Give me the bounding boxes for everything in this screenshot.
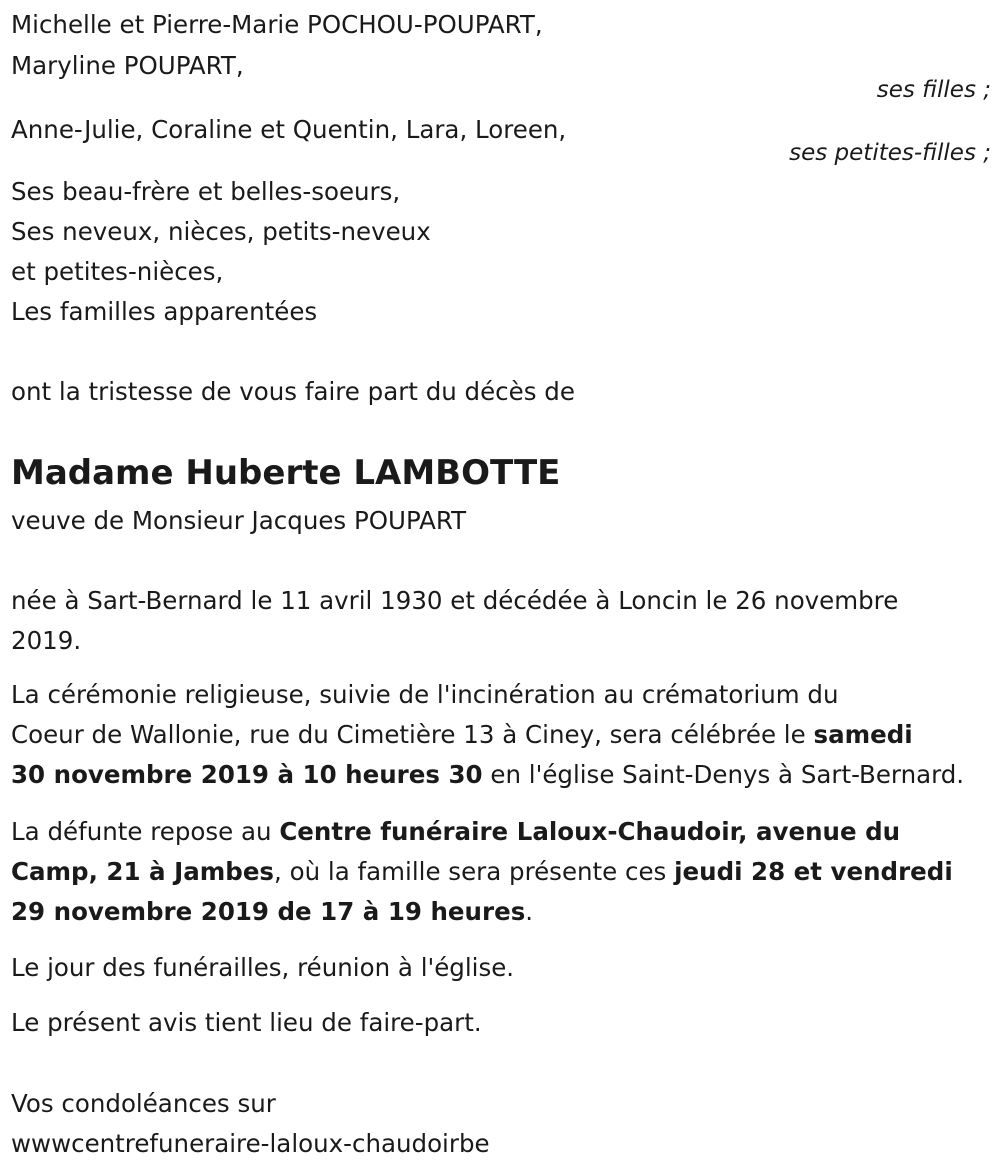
ceremony-date-time: 30 novembre 2019 à 10 heures 30 xyxy=(11,760,483,789)
daughters-role: ses filles ; xyxy=(876,77,991,103)
ceremony-location: en l'église Saint-Denys à Sart-Bernard. xyxy=(482,760,965,789)
daughters-line-2: Maryline POUPART, xyxy=(11,51,244,80)
ceremony-line-1: La cérémonie religieuse, suivie de l'incinération au crématorium du xyxy=(11,680,839,709)
condolences-text: Vos condoléances sur xyxy=(11,1089,276,1118)
ceremony-text: Coeur de Wallonie, rue du Cimetière 13 à Ciney, sera célébrée le xyxy=(11,720,814,749)
viewing-line-2 xyxy=(11,852,953,892)
daughters-line-1: Michelle et Pierre-Marie POCHOU-POUPART, xyxy=(11,10,543,39)
other-family-line: Les familles apparentées xyxy=(11,297,318,326)
viewing-hours: 29 novembre 2019 de 17 à 19 heures xyxy=(11,897,526,926)
birth-death-line-2: 2019. xyxy=(11,626,82,655)
deceased-subtitle: veuve de Monsieur Jacques POUPART xyxy=(11,506,467,535)
ceremony-line-2 xyxy=(11,715,913,755)
grandchildren-line: Anne-Julie, Coraline et Quentin, Lara, Loreen, xyxy=(11,115,567,144)
grandchildren-role: ses petites-filles ; xyxy=(789,140,991,166)
viewing-text: , où la famille sera présente ces xyxy=(274,857,675,886)
meeting-text: Le jour des funérailles, réunion à l'église. xyxy=(11,953,515,982)
notice-text: Le présent avis tient lieu de faire-part. xyxy=(11,1008,482,1037)
viewing-period: . xyxy=(525,897,534,926)
viewing-line-1 xyxy=(11,812,900,852)
ceremony-line-3 xyxy=(11,755,964,795)
deceased-name: Madame Huberte LAMBOTTE xyxy=(11,453,561,493)
viewing-address: Camp, 21 à Jambes xyxy=(11,857,275,886)
birth-death-line-1: née à Sart-Bernard le 11 avril 1930 et décédée à Loncin le 26 novembre xyxy=(11,586,899,615)
viewing-days: jeudi 28 et vendredi xyxy=(674,857,953,886)
other-family-line: et petites-nièces, xyxy=(11,257,224,286)
announcement-text: ont la tristesse de vous faire part du décès de xyxy=(11,377,575,406)
viewing-place: Centre funéraire Laloux-Chaudoir, avenue du xyxy=(279,817,901,846)
other-family-line: Ses beau-frère et belles-soeurs, xyxy=(11,177,401,206)
other-family-line: Ses neveux, nièces, petits-neveux xyxy=(11,217,431,246)
ceremony-date-day: samedi xyxy=(813,720,913,749)
condolences-website: wwwcentrefuneraire-laloux-chaudoirbe xyxy=(11,1129,490,1158)
viewing-line-3 xyxy=(11,892,533,932)
viewing-text: La défunte repose au xyxy=(11,817,280,846)
